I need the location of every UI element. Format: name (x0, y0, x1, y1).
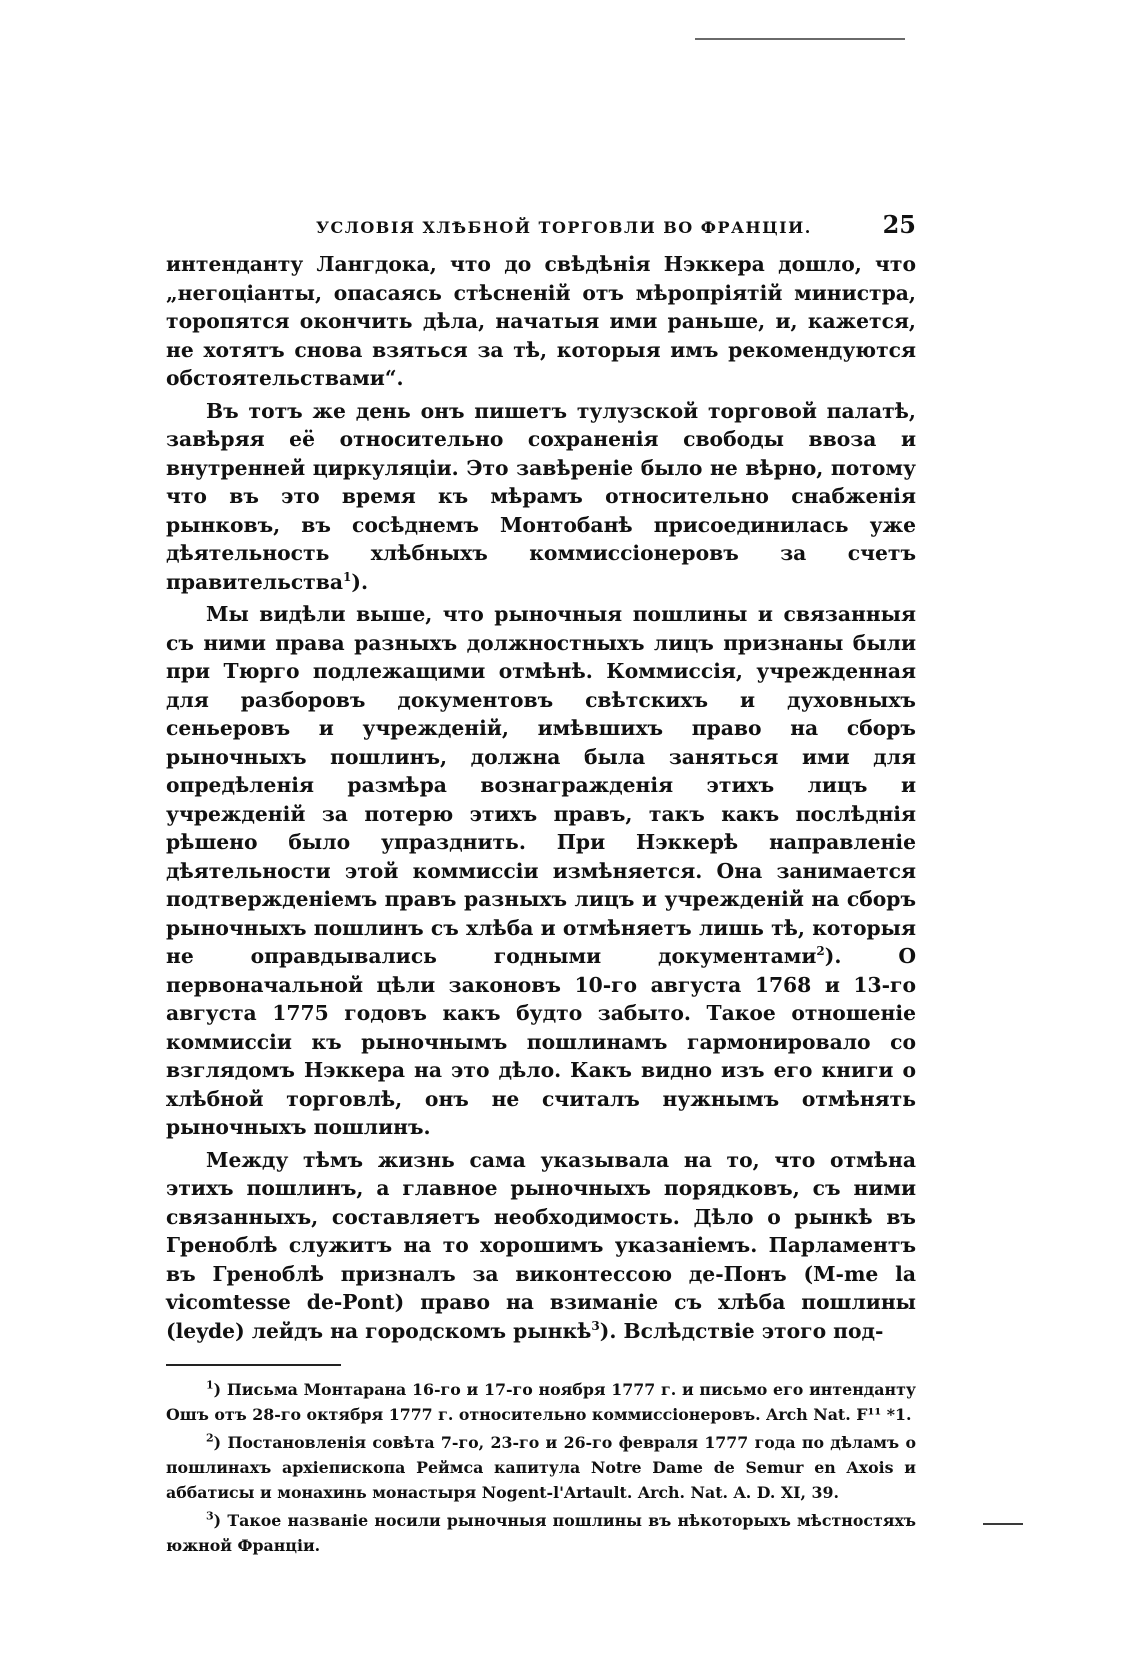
footnotes (166, 1377, 916, 1558)
paragraph-3: Мы видѣли выше, что рыночныя пошлины и связанныя съ ними права разныхъ должностныхъ лицъ признаны были при Тюрго подлежащими отмѣнѣ. Коммиссія, учрежденная для разборовъ документовъ свѣтскихъ и духовныхъ сеньеровъ и учрежденій, имѣвшихъ право на сборъ рыночныхъ пошлинъ, должна была заняться ими для опредѣленія размѣра вознагражденія этихъ лицъ и учрежденій за потерю этихъ правъ, такъ какъ послѣднія рѣшено было упразднить. При Нэккерѣ направленіе дѣятельности этой коммиссіи измѣняется. Она занимается подтвержденіемъ правъ разныхъ лицъ и учрежденій на сборъ рыночныхъ пошлинъ съ хлѣба и отмѣняетъ лишь тѣ, которыя не оправдывались годными документами$^2$). О первоначальной цѣли законовъ 10-го августа 1768 и 13-го августа 1775 годовъ какъ будто забыто. Такое отношеніе коммиссіи къ рыночнымъ пошлинамъ гармонировало со взглядомъ Нэккера на это дѣло. Какъ видно изъ его книги о хлѣбной торговлѣ, онъ не считалъ нужнымъ отмѣнять рыночныхъ пошлинъ. (166, 602, 916, 1139)
book-page (166, 210, 916, 1558)
paragraph-1: интенданту Лангдока, что до свѣдѣнія Нэккера дошло, что „негоціанты, опасаясь стѣсненій отъ мѣропріятій министра, торопятся окончить дѣла, начатыя ими раньше, и, кажется, не хотятъ снова взяться за тѣ, которыя имъ рекомендуются обстоятельствами“. (166, 252, 916, 390)
footnote-ref-3[interactable]: 3 (591, 1318, 600, 1333)
page-number: 25 (882, 210, 916, 239)
scan-edge-line-top (695, 38, 905, 40)
footnote-3: $^3$) Такое названіе носили рыночныя пошлины въ нѣкоторыхъ мѣстностяхъ южной Франціи. (166, 1509, 916, 1555)
footnote-ref-1[interactable]: 1 (343, 569, 352, 584)
footnote-1: $^1$) Письма Монтарана 16-го и 17-го ноября 1777 г. и письмо его интенданту Ошъ отъ 28-го октября 1777 г. относительно коммиссіонеровъ. Arch Nat. F¹¹ *1. (166, 1378, 916, 1424)
scan-edge-line-bottom (983, 1523, 1023, 1525)
footnote-divider (166, 1364, 341, 1366)
footnote-2: $^2$) Постановленія совѣта 7-го, 23-го и 26-го февраля 1777 года по дѣламъ о пошлинахъ архіепископа Реймса капитула Notre Dame de Semur en Axois и аббатисы и монахинь монастыря Nogent-l'Artault. Arch. Nat. A. D. XI, 39. (166, 1431, 916, 1502)
paragraph-4: Между тѣмъ жизнь сама указывала на то, что отмѣна этихъ пошлинъ, а главное рыночныхъ порядковъ, съ ними связанныхъ, составляетъ необходимость. Дѣло о рынкѣ въ Греноблѣ служитъ на то хорошимъ указаніемъ. Парламентъ въ Греноблѣ призналъ за виконтессою де-Понъ (M-me la vicomtesse de-Pont) право на взиманіе съ хлѣба пошлины (leyde) лейдъ на городскомъ рынкѣ$^3$). Вслѣдствіе этого под- (166, 1147, 916, 1343)
body-text (166, 250, 916, 1345)
footnote-mark: 2 (206, 1431, 214, 1445)
footnote-ref-2[interactable]: 2 (816, 944, 825, 959)
running-head (166, 210, 916, 250)
running-title: УСЛОВІЯ ХЛѢБНОЙ ТОРГОВЛИ ВО ФРАНЦІИ. (316, 218, 812, 237)
footnote-mark: 3 (206, 1509, 214, 1523)
paragraph-2: Въ тотъ же день онъ пишетъ тулузской торговой палатѣ, завѣряя её относительно сохраненія свободы ввоза и внутренней циркуляціи. Это завѣреніе было не вѣрно, потому что въ это время къ мѣрамъ относительно снабженія рынковъ, въ сосѣднемъ Монтобанѣ присоединилась уже дѣятельность хлѣбныхъ коммиссіонеровъ за счетъ правительства$^1$). (166, 398, 916, 594)
footnote-mark: 1 (206, 1378, 214, 1392)
